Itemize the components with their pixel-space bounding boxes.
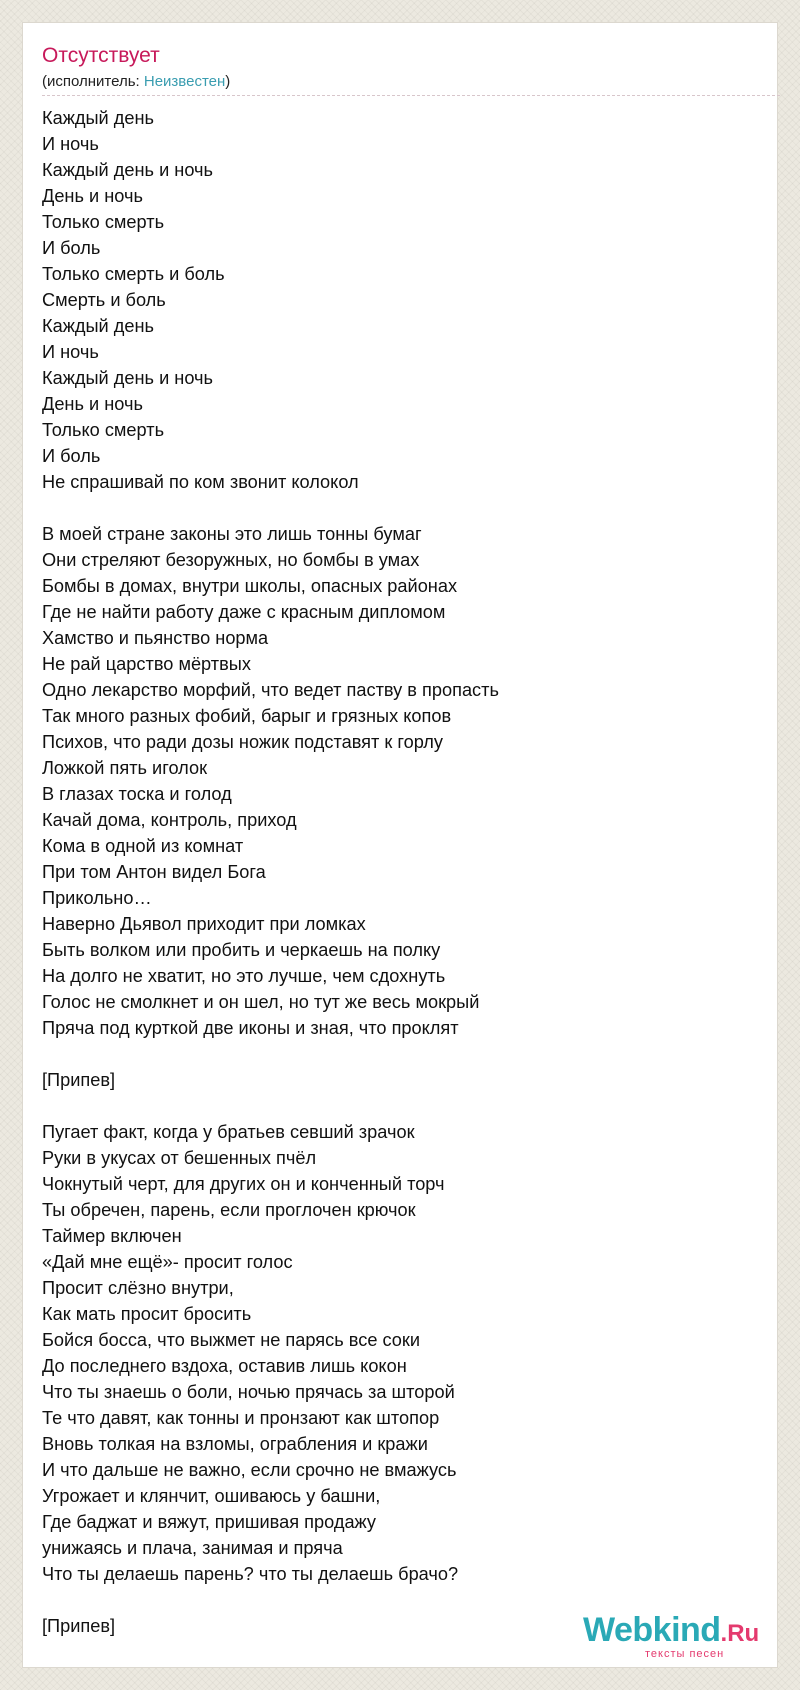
lyric-line: Каждый день и ночь — [42, 368, 213, 388]
lyric-line: Чокнутый черт, для других он и конченный торч — [42, 1174, 445, 1194]
lyric-line: Бомбы в домах, внутри школы, опасных районах — [42, 576, 458, 596]
lyric-line: Только смерть и боль — [42, 264, 225, 284]
lyric-line: На долго не хватит, но это лучше, чем сдохнуть — [42, 966, 446, 986]
lyric-line: Смерть и боль — [42, 290, 166, 310]
lyric-line: Одно лекарство морфий, что ведет паству в пропасть — [42, 680, 499, 700]
lyric-blank-line — [42, 1041, 762, 1067]
lyric-line: Вновь толкая на взломы, ограбления и кражи — [42, 1434, 428, 1454]
song-title: Отсутствует — [42, 44, 160, 67]
lyric-line: Пугает факт, когда у братьев севший зрачок — [42, 1122, 415, 1142]
lyric-line: И боль — [42, 238, 101, 258]
lyric-line: До последнего вздоха, оставив лишь кокон — [42, 1356, 407, 1376]
lyric-line: Так много разных фобий, барыг и грязных копов — [42, 706, 452, 726]
lyric-line: Наверно Дьявол приходит при ломках — [42, 914, 366, 934]
lyric-line: Просит слёзно внутри, — [42, 1278, 234, 1298]
lyric-line: Что ты знаешь о боли, ночью прячась за шторой — [42, 1382, 455, 1402]
lyric-line: Где баджат и вяжут, пришивая продажу — [42, 1512, 377, 1532]
lyric-line: Кома в одной из комнат — [42, 836, 244, 856]
lyric-line: Каждый день — [42, 108, 155, 128]
lyrics-text — [42, 105, 762, 1639]
lyric-line: Не рай царство мёртвых — [42, 654, 251, 674]
artist-line — [42, 73, 230, 91]
lyric-line: И ночь — [42, 134, 99, 154]
artist-suffix: ) — [225, 73, 231, 90]
lyric-line: [Припев] — [42, 1616, 116, 1636]
lyric-line: Голос не смолкнет и он шел, но тут же весь мокрый — [42, 992, 480, 1012]
lyric-line: Что ты делаешь парень? что ты делаешь брачо? — [42, 1564, 459, 1584]
lyric-line: Ты обречен, парень, если проглочен крючок — [42, 1200, 416, 1220]
lyric-line: Где не найти работу даже с красным дипломом — [42, 602, 446, 622]
lyric-line: В моей стране законы это лишь тонны бумаг — [42, 524, 422, 544]
logo-tld: .Ru — [720, 1620, 760, 1647]
artist-link[interactable]: Неизвестен — [143, 73, 226, 90]
lyric-line: Бойся босса, что выжмет не парясь все соки — [42, 1330, 421, 1350]
lyric-line: При том Антон видел Бога — [42, 862, 266, 882]
title-divider — [42, 95, 780, 96]
lyric-line: Прикольно… — [42, 888, 152, 908]
lyric-line: Только смерть — [42, 212, 165, 232]
lyric-line: День и ночь — [42, 186, 143, 206]
lyric-line: И ночь — [42, 342, 99, 362]
lyric-line: Каждый день — [42, 316, 155, 336]
lyric-line: Ложкой пять иголок — [42, 758, 208, 778]
lyric-blank-line — [42, 1093, 762, 1119]
lyric-line: Таймер включен — [42, 1226, 182, 1246]
lyric-line: Каждый день и ночь — [42, 160, 213, 180]
lyric-line: Руки в укусах от бешенных пчёл — [42, 1148, 317, 1168]
lyric-line: В глазах тоска и голод — [42, 784, 232, 804]
lyric-line: Они стреляют безоружных, но бомбы в умах — [42, 550, 420, 570]
lyric-line: Как мать просит бросить — [42, 1304, 252, 1324]
lyric-line: И что дальше не важно, если срочно не вмажусь — [42, 1460, 457, 1480]
lyric-line: «Дай мне ещё»- просит голос — [42, 1252, 293, 1272]
lyric-line: Угрожает и клянчит, ошиваюсь у башни, — [42, 1486, 381, 1506]
lyric-line: Хамство и пьянство норма — [42, 628, 269, 648]
site-logo[interactable] — [583, 1610, 773, 1666]
artist-prefix: (исполнитель: — [42, 73, 144, 90]
lyrics-card — [22, 22, 778, 1668]
lyric-line: Не спрашивай по ком звонит колокол — [42, 472, 359, 492]
lyric-line: Те что давят, как тонны и пронзают как штопор — [42, 1408, 440, 1428]
lyric-line: Только смерть — [42, 420, 165, 440]
lyric-line: День и ночь — [42, 394, 143, 414]
lyric-line: унижаясь и плача, занимая и пряча — [42, 1538, 343, 1558]
lyric-line: [Припев] — [42, 1070, 116, 1090]
lyric-blank-line — [42, 495, 762, 521]
logo-tagline: тексты песен — [645, 1648, 725, 1660]
lyric-line: Качай дома, контроль, приход — [42, 810, 297, 830]
logo-name: Webkind — [583, 1611, 721, 1649]
lyric-line: Быть волком или пробить и черкаешь на полку — [42, 940, 441, 960]
lyric-line: Пряча под курткой две иконы и зная, что проклят — [42, 1018, 459, 1038]
lyric-line: И боль — [42, 446, 101, 466]
lyric-line: Психов, что ради дозы ножик подставят к горлу — [42, 732, 443, 752]
